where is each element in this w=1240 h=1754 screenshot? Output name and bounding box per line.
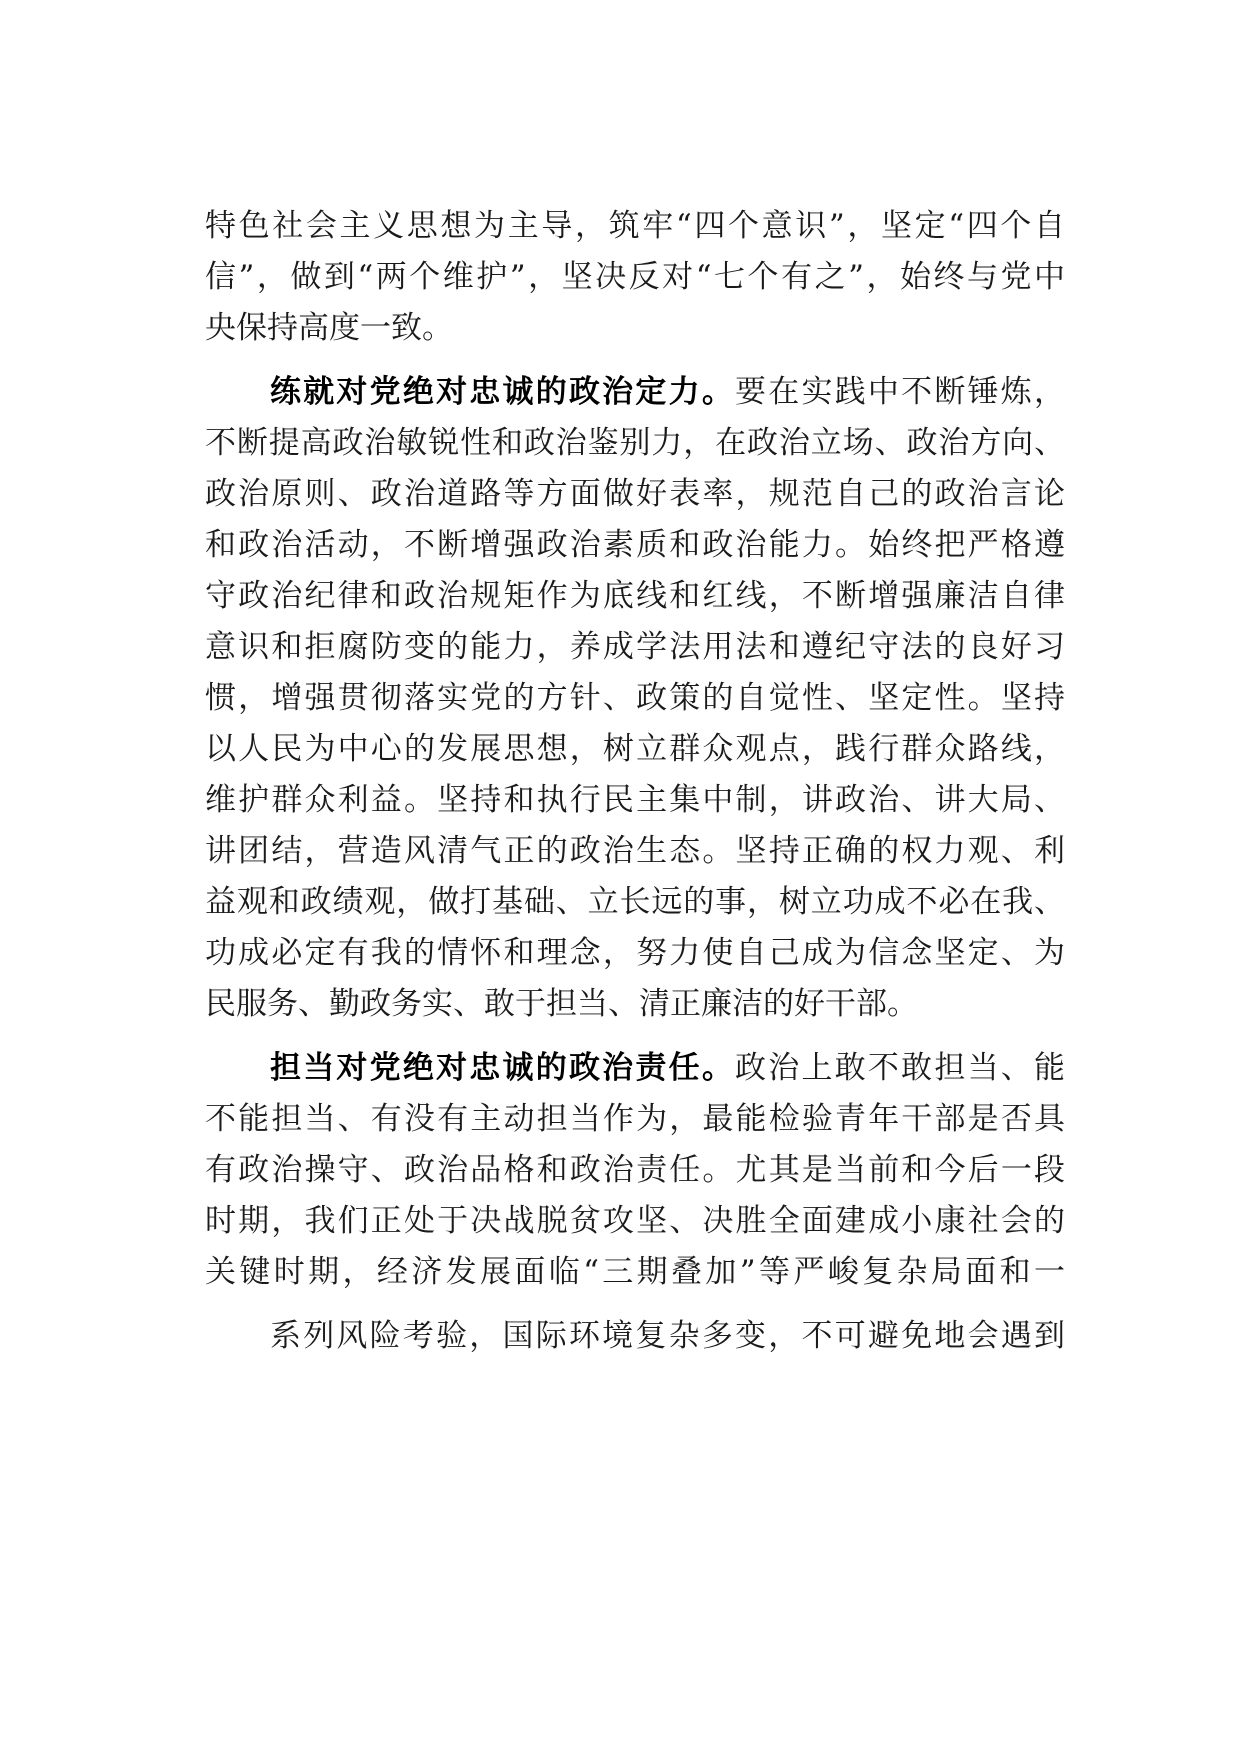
text-line: 意识和拒腐防变的能力，养成学法用法和遵纪守法的良好习 [205, 629, 1065, 665]
text-line: 和政治活动，不断增强政治素质和政治能力。始终把严格遵 [205, 527, 1065, 563]
text-line: 不能担当、有没有主动担当作为，最能检验青年干部是否具 [205, 1101, 1065, 1137]
paragraph-first-line [270, 372, 1065, 412]
text-line: 政治原则、政治道路等方面做好表率，规范自己的政治言论 [205, 476, 1065, 512]
text-line: 民服务、勤政务实、敢于担当、清正廉洁的好干部。 [205, 986, 918, 1022]
paragraph-heading: 担当对党绝对忠诚的政治责任。 [270, 1050, 736, 1086]
text-line: 功成必定有我的情怀和理念，努力使自己成为信念坚定、为 [205, 935, 1065, 971]
text-line: 央保持高度一致。 [205, 310, 453, 346]
paragraph-first-line [270, 1048, 1065, 1088]
text-line: 时期，我们正处于决战脱贫攻坚、决胜全面建成小康社会的 [205, 1203, 1065, 1239]
text-line: 系列风险考验，国际环境复杂多变，不可避免地会遇到 [270, 1318, 1065, 1354]
text-line: 守政治纪律和政治规矩作为底线和红线，不断增强廉洁自律 [205, 578, 1065, 614]
text-line: 维护群众利益。坚持和执行民主集中制，讲政治、讲大局、 [205, 782, 1065, 818]
text-line: 特色社会主义思想为主导，筑牢“四个意识”，坚定“四个自 [205, 208, 1065, 244]
text-line: 有政治操守、政治品格和政治责任。尤其是当前和今后一段 [205, 1152, 1065, 1188]
paragraph-text: 要在实践中不断锤炼， [735, 374, 1066, 410]
text-line: 不断提高政治敏锐性和政治鉴别力，在政治立场、政治方向、 [205, 425, 1065, 461]
text-line: 讲团结，营造风清气正的政治生态。坚持正确的权力观、利 [205, 833, 1065, 869]
text-line: 信”，做到“两个维护”，坚决反对“七个有之”，始终与党中 [205, 259, 1065, 295]
paragraph-heading: 练就对党绝对忠诚的政治定力。 [270, 374, 736, 410]
text-line: 益观和政绩观，做打基础、立长远的事，树立功成不必在我、 [205, 884, 1065, 920]
text-line: 以人民为中心的发展思想，树立群众观点，践行群众路线， [205, 731, 1065, 767]
text-line: 惯，增强贯彻落实党的方针、政策的自觉性、坚定性。坚持 [205, 680, 1065, 716]
paragraph-text: 政治上敢不敢担当、能 [735, 1050, 1066, 1086]
text-line: 关键时期，经济发展面临“三期叠加”等严峻复杂局面和一 [205, 1254, 1065, 1290]
